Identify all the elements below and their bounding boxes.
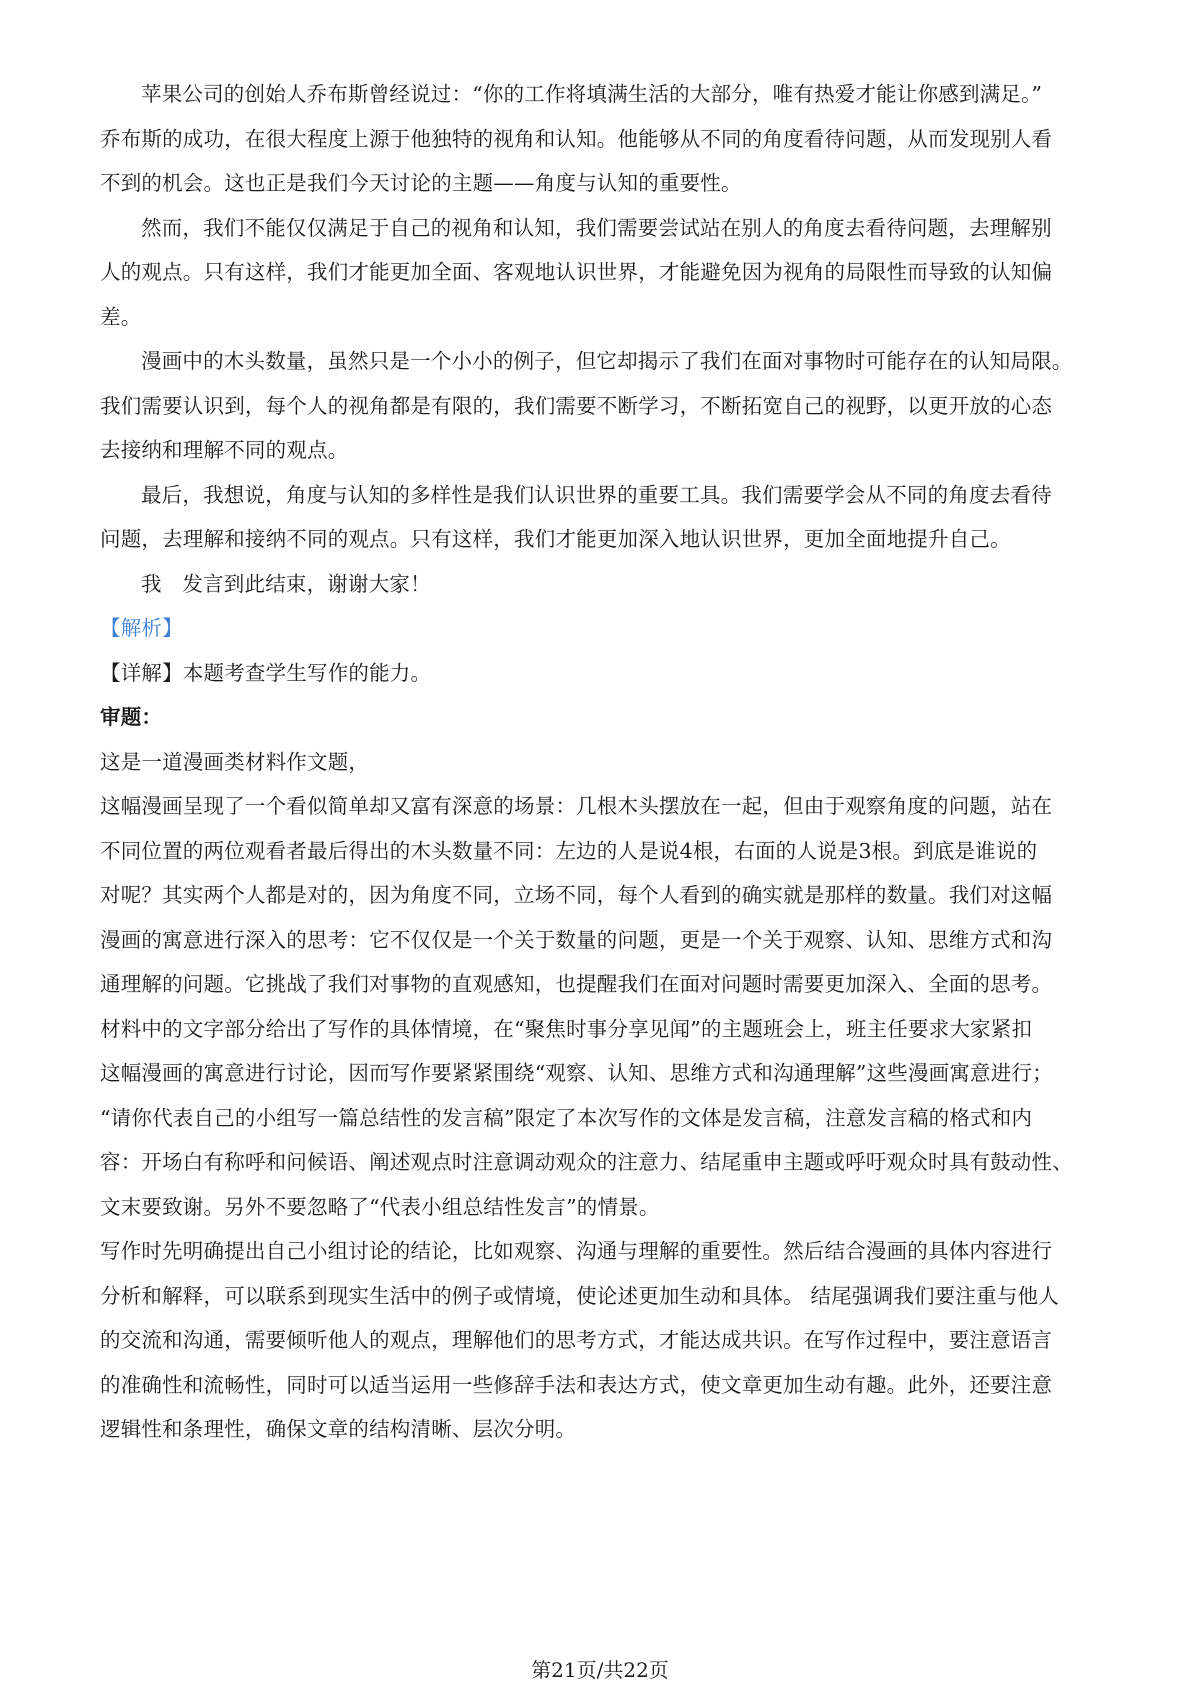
analysis-line: 逻辑性和条理性，确保文章的结构清晰、层次分明。 (100, 1417, 577, 1441)
analysis-line: 漫画的寓意进行深入的思考：它不仅仅是一个关于数量的问题，更是一个关于观察、认知、思维方式和沟 (100, 927, 1053, 952)
essay-p4-line-2: 问题，去理解和接纳不同的观点。只有这样，我们才能更加深入地认识世界，更加全面地提升自己。 (100, 527, 1011, 551)
analysis-line: 材料中的文字部分给出了写作的具体情境，在“聚焦时事分享见闻”的主题班会上，班主任要求大家紧扣 (100, 1016, 1033, 1041)
analysis-line: 通理解的问题。它挑战了我们对事物的直观感知，也提醒我们在面对问题时需要更加深入、全面的思考。 (100, 972, 1053, 996)
analysis-detail: 【详解】本题考查学生写作的能力。 (100, 660, 432, 685)
essay-p3-line-3: 去接纳和理解不同的观点。 (100, 438, 349, 462)
essay-p3-line-2: 我们需要认识到，每个人的视角都是有限的，我们需要不断学习，不断拓宽自己的视野，以更开放的心态 (100, 393, 1053, 418)
analysis-line: 这幅漫画的寓意进行讨论，因而写作要紧紧围绕“观察、认知、思维方式和沟通理解”这些漫画寓意进行； (100, 1061, 1053, 1085)
essay-p2-line-2: 人的观点。只有这样，我们才能更加全面、客观地认识世界，才能避免因为视角的局限性而导致的认知偏 (100, 260, 1053, 284)
analysis-line: “请你代表自己的小组写一篇总结性的发言稿”限定了本次写作的文体是发言稿，注意发言稿的格式和内 (100, 1105, 1033, 1130)
analysis-line: 这幅漫画呈现了一个看似简单却又富有深意的场景：几根木头摆放在一起，但由于观察角度的问题，站在 (100, 794, 1053, 818)
essay-p1-line-3: 不到的机会。这也正是我们今天讨论的主题——角度与认知的重要性。 (100, 171, 742, 195)
analysis-line: 不同位置的两位观看者最后得出的木头数量不同：左边的人是说4根，右面的人说是3根。到底是谁说的 (100, 838, 1038, 863)
essay-p2-line-1: 然而，我们不能仅仅满足于自己的视角和认知，我们需要尝试站在别人的角度去看待问题，去理解别 (141, 215, 1052, 240)
analysis-line: 容：开场白有称呼和问候语、阐述观点时注意调动观众的注意力、结尾重申主题或呼吁观众时具有鼓动性、 (100, 1150, 1073, 1174)
essay-p4-line-1: 最后，我想说，角度与认知的多样性是我们认识世界的重要工具。我们需要学会从不同的角度去看待 (141, 482, 1052, 507)
page-number: 第21页/共22页 (531, 1658, 669, 1682)
analysis-label: 【解析】 (100, 616, 183, 640)
analysis-line: 分析和解释，可以联系到现实生活中的例子或情境，使论述更加生动和具体。 结尾强调我们要注重与他人 (100, 1283, 1059, 1308)
document-page (100, 72, 1100, 1452)
analysis-line: 这是一道漫画类材料作文题， (100, 749, 370, 774)
analysis-heading: 审题： (100, 705, 163, 729)
analysis-line: 的交流和沟通，需要倾听他人的观点，理解他们的思考方式，才能达成共识。在写作过程中，要注意语言 (100, 1328, 1053, 1352)
essay-p2-line-3: 差。 (100, 304, 142, 329)
essay-p1-line-2: 乔布斯的成功，在很大程度上源于他独特的视角和认知。他能够从不同的角度看待问题，从而发现别人看 (100, 126, 1053, 151)
essay-closing: 我 发言到此结束，谢谢大家！ (141, 571, 431, 596)
analysis-line: 文末要致谢。另外不要忽略了“代表小组总结性发言”的情景。 (100, 1194, 660, 1219)
analysis-line: 对呢？其实两个人都是对的，因为角度不同，立场不同，每个人看到的确实就是那样的数量。我们对这幅 (100, 883, 1053, 907)
analysis-line: 的准确性和流畅性，同时可以适当运用一些修辞手法和表达方式，使文章更加生动有趣。此外，还要注意 (100, 1372, 1053, 1397)
essay-p1-line-1: 苹果公司的创始人乔布斯曾经说过：“你的工作将填满生活的大部分，唯有热爱才能让你感到满足。” (141, 82, 1043, 106)
analysis-line: 写作时先明确提出自己小组讨论的结论，比如观察、沟通与理解的重要性。然后结合漫画的具体内容进行 (100, 1239, 1053, 1263)
essay-p3-line-1: 漫画中的木头数量，虽然只是一个小小的例子，但它却揭示了我们在面对事物时可能存在的认知局限。 (141, 349, 1073, 373)
